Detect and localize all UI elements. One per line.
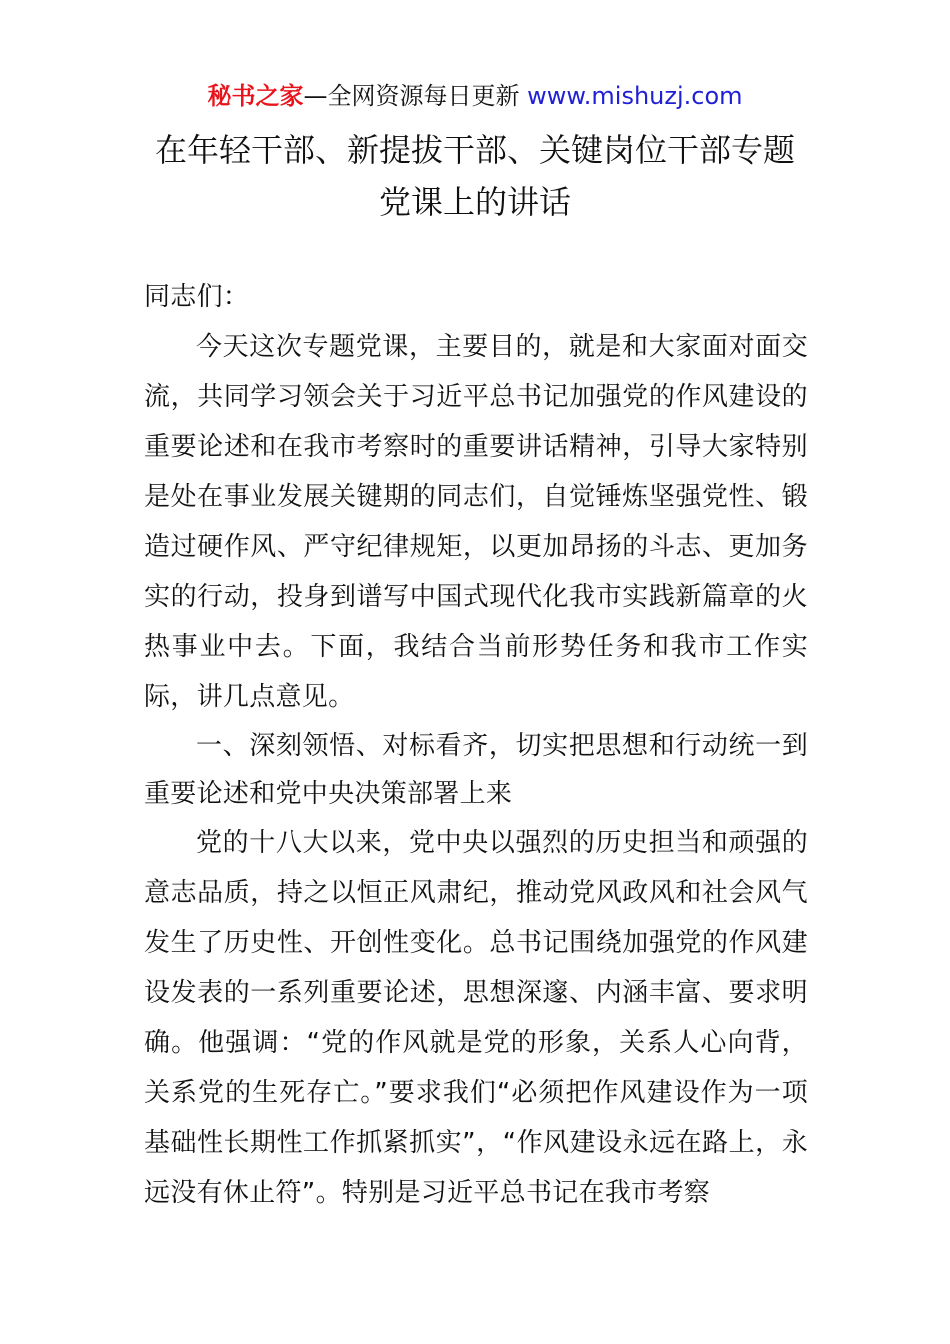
intro-paragraph: 今天这次专题党课，主要目的，就是和大家面对面交流，共同学习领会关于习近平总书记加强党的作风建设的重要论述和在我市考察时的重要讲话精神，引导大家特别是处在事业发展关键期的同志们，自觉锤炼坚强党性、锻造过硬作风、严守纪律规矩，以更加昂扬的斗志、更加务实的行动，投身到谱写中国式现代化我市实践新篇章的火热事业中去。下面，我结合当前形势任务和我市工作实际，讲几点意见。 [144, 332, 808, 712]
header-tagline: —全网资源每日更新 [303, 82, 528, 110]
site-header [0, 80, 950, 112]
salutation: 同志们： [144, 282, 250, 312]
section-1-paragraph: 党的十八大以来，党中央以强烈的历史担当和顽强的意志品质，持之以恒正风肃纪，推动党风政风和社会风气发生了历史性、开创性变化。总书记围绕加强党的作风建设发表的一系列重要论述，思想深邃、内涵丰富、要求明确。他强调：“党的作风就是党的形象，关系人心向背，关系党的生死存亡。”要求我们“必须把作风建设作为一项基础性长期性工作抓紧抓实”，“作风建设永远在路上，永远没有休止符”。特别是习近平总书记在我市考察 [144, 828, 808, 1208]
title-line-1: 在年轻干部、新提拔干部、关键岗位干部专题 [154, 131, 795, 169]
document-title [0, 124, 950, 228]
section-heading-1: 一、深刻领悟、对标看齐，切实把思想和行动统一到重要论述和党中央决策部署上来 [144, 731, 808, 809]
site-url-link[interactable]: www.mishuzj.com [527, 82, 743, 110]
brand-name: 秘书之家 [207, 82, 304, 110]
title-line-2: 党课上的讲话 [378, 183, 571, 221]
document-body [144, 272, 808, 1218]
